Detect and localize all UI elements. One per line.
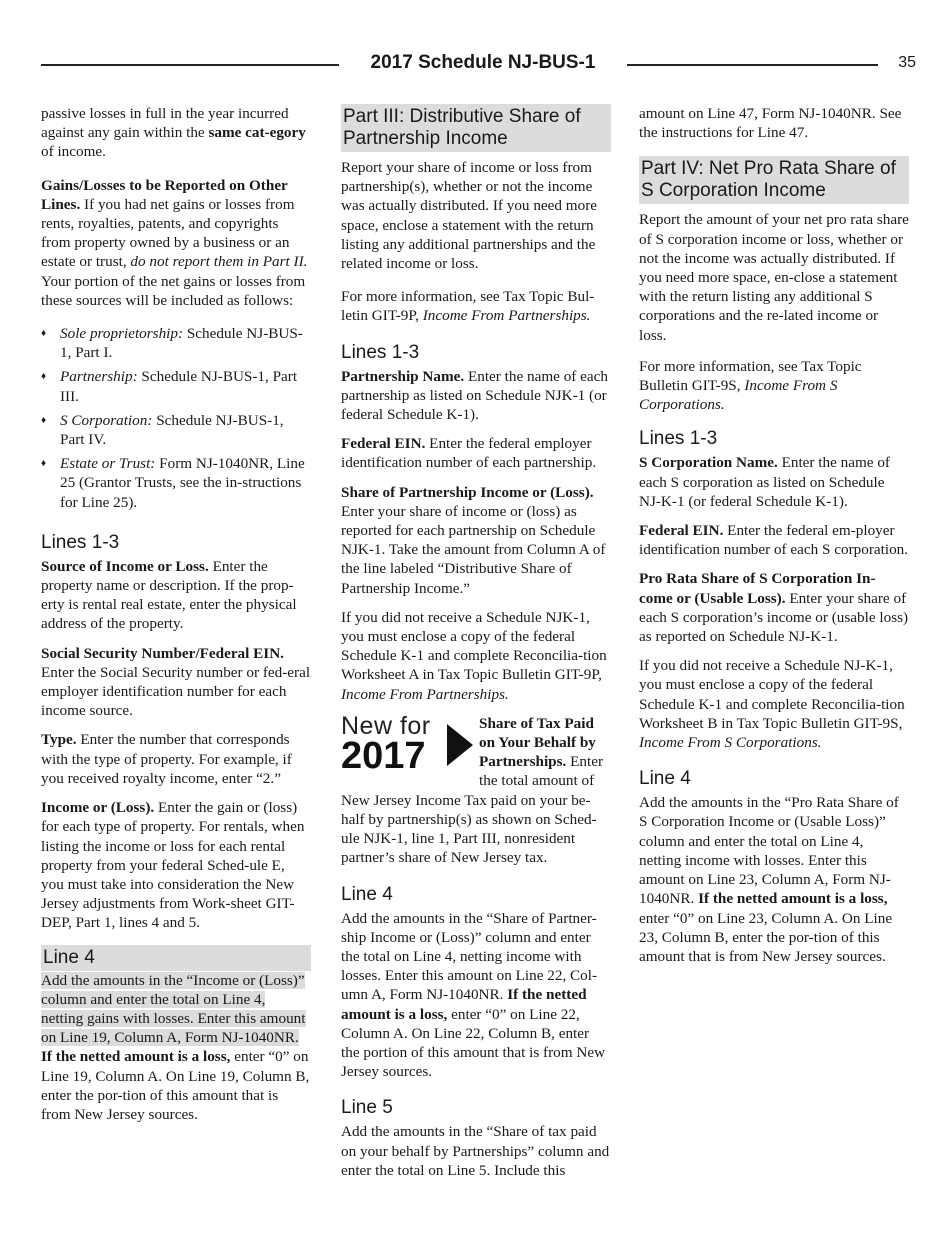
section-heading-line-4: Line 4	[41, 945, 311, 971]
share-of-income-paragraph: Share of Partnership Income or (Loss). Enter your share of income or (loss) as reported for each partnership on Schedule NJK-1. Take the amount from Column A of the line labeled “Distributive Share of Partnership Income.”	[341, 483, 606, 597]
tax-paid-block	[341, 711, 611, 868]
income-loss-paragraph: Income or (Loss). Enter the gain or (loss) for each type of property. For rentals, when listing the income or loss for each rental property from your federal Sched-ule E, you must take into consideration the New Jersey adjustments from Work-sheet GIT-DEP, Part 1, lines 4 and 5.	[41, 799, 305, 932]
gains-losses-paragraph: Gains/Losses to be Reported on Other Lines. If you had net gains or losses from rents, royalties, patents, and copyrights from property owned by a business or an estate or trust, do not report them in Part II. Your portion of the net gains or losses from these sources will be included as follows:	[41, 176, 308, 309]
intro-paragraph: passive losses in full in the year incurred against any gain within the same cat-egory of income.	[41, 105, 306, 161]
column-2	[341, 104, 611, 1190]
part-4-intro-paragraph: Report the amount of your net pro rata share of S corporation income or loss, whether or not the income was actually distributed. If you need more space, en-close a statement with the return listing any additional S corporations and the re-lated income or loss.	[639, 211, 909, 344]
list-item: ♦ Sole proprietorship: Schedule NJ-BUS-1, Part I.	[41, 324, 311, 362]
not-received-paragraph: If you did not receive a Schedule NJK-1, you must enclose a copy of the federal Schedule K-1 and complete Reconcilia-tion Worksheet A in Tax Topic Bulletin GIT-9P, Income From Partnerships.	[341, 608, 607, 703]
ssn-ein-paragraph: Social Security Number/Federal EIN. Enter the Social Security number or fed-eral employer identification number for each income source.	[41, 644, 311, 720]
section-heading-line-4: Line 4	[341, 883, 393, 905]
header-rule-right	[627, 64, 878, 66]
partnership-name-paragraph: Partnership Name. Enter the name of each partnership as listed on Schedule NJK-1 (or federal Schedule K-1).	[341, 367, 608, 424]
line-4-paragraph: Add the amounts in the “Share of Partner-ship Income or (Loss)” column and enter the total on Line 4, netting income with losses. Enter this amount on Line 22, Col-umn A, Form NJ-1040NR. If the netted amount is a loss, enter “0” on Line 22, Column A. On Line 22, Column B, enter the portion of this amount that is from New Jersey sources.	[341, 909, 606, 1081]
section-heading-lines-1-3: Lines 1-3	[41, 531, 120, 553]
section-heading-line-5: Line 5	[341, 1097, 393, 1119]
source-of-income-paragraph: Source of Income or Loss. Enter the property name or description. If the prop-erty is rental real estate, enter the physical address of the property.	[41, 557, 297, 633]
source-bullet-list	[41, 324, 311, 512]
section-heading-line-4: Line 4	[639, 768, 691, 790]
section-heading-lines-1-3: Lines 1-3	[341, 341, 420, 363]
list-item: ♦ Partnership: Schedule NJ-BUS-1, Part III.	[41, 367, 311, 405]
federal-ein-paragraph: Federal EIN. Enter the federal em-ployer identification number of each S corporation.	[639, 522, 909, 559]
federal-ein-paragraph: Federal EIN. Enter the federal employer identification number of each partnership.	[341, 435, 597, 472]
list-item: ♦ Estate or Trust: Form NJ-1040NR, Line 25 (Grantor Trusts, see the in-structions for Line 25).	[41, 454, 311, 512]
section-heading-part-4: Part IV: Net Pro Rata Share of S Corporation Income	[639, 156, 909, 204]
part-4-more-info-paragraph: For more information, see Tax Topic Bulletin GIT-9S, Income From S Corporations.	[639, 357, 862, 414]
part-3-more-info-paragraph: For more information, see Tax Topic Bul-letin GIT-9P, Income From Partnerships.	[341, 288, 595, 325]
type-paragraph: Type. Enter the number that corresponds with the type of property. For example, if you received royalty income, enter “2.”	[41, 731, 292, 787]
line-4-paragraph: Add the amounts in the “Pro Rata Share of S Corporation Income or (Usable Loss)” column and enter the total on Line 4, netting income with losses. Enter this amount on Line 23, Column A, Form NJ-1040NR. If the netted amount is a loss, enter “0” on Line 23, Column A. On Line 23, Column B, enter the por-tion of this amount that is from New Jersey sources.	[639, 794, 899, 965]
column-1	[41, 104, 311, 1134]
page-title: 2017 Schedule NJ-BUS-1	[370, 52, 596, 73]
line-5-paragraph: Add the amounts in the “Share of tax paid on your behalf by Partnerships” column and enter the total on Line 5. Include this	[341, 1123, 610, 1179]
page-number: 35	[898, 54, 916, 71]
section-heading-part-3: Part III: Distributive Share of Partnership Income	[341, 104, 611, 152]
arrow-right-icon	[447, 724, 473, 766]
new-for-2017-badge: New for 2017	[341, 714, 473, 776]
continued-paragraph: amount on Line 47, Form NJ-1040NR. See the instructions for Line 47.	[639, 105, 902, 142]
part-3-intro-paragraph: Report your share of income or loss from partnership(s), whether or not the income was actually distributed. If you need more space, enclose a statement with the return listing any additional partnerships and the related income or loss.	[341, 159, 597, 273]
column-3	[639, 104, 909, 976]
line-4-paragraph: Add the amounts in the “Income or (Loss)” column and enter the total on Line 4, netting gains with losses. Enter this amount on Line 19, Column A, Form NJ-1040NR. If the netted amount is a loss, enter “0” on Line 19, Column A. On Line 19, Column B, enter the por-tion of this amount that is from New Jersey sources.	[41, 971, 310, 1123]
not-received-paragraph: If you did not receive a Schedule NJ-K-1, you must enclose a copy of the federal Schedule K-1 and complete Reconcilia-tion Worksheet B in Tax Topic Bulletin GIT-9S, Income From S Corporations.	[639, 657, 905, 752]
share-of-tax-paid-paragraph: Share of Tax Paid on Your Behalf by Partnerships. Enter the total amount of New Jersey Income Tax paid on your be-half by partnership(s) as shown on Sched-ule NJK-1, line 1, Part III, nonresident partner’s share of New Jersey tax.	[341, 714, 604, 867]
header-rule-left	[41, 64, 339, 66]
list-item: ♦ S Corporation: Schedule NJ-BUS-1, Part IV.	[41, 411, 311, 449]
section-heading-lines-1-3: Lines 1-3	[639, 428, 718, 450]
pro-rata-share-paragraph: Pro Rata Share of S Corporation In-come or (Usable Loss). Enter your share of each S corporation’s income or (usable loss) as reported on Schedule NJ-K-1.	[639, 570, 909, 646]
s-corporation-name-paragraph: S Corporation Name. Enter the name of each S corporation as listed on Schedule NJ-K-1 (or federal Schedule K-1).	[639, 454, 890, 510]
